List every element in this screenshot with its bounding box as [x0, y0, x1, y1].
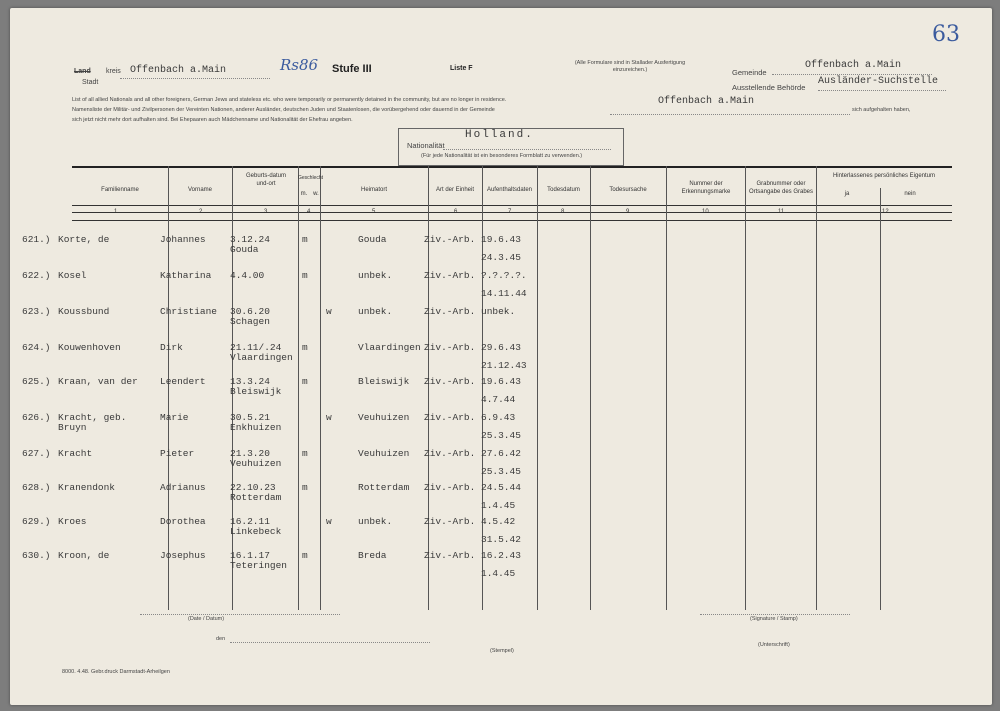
geschlecht-w: w: [326, 516, 332, 527]
signature-label: (Signature / Stamp): [750, 616, 798, 622]
nationality-note: (Für jede Nationalität ist ein besonderes Formblatt zu verwenden.): [421, 153, 583, 159]
aufenthalt-bis: 24.3.45: [481, 252, 521, 263]
nationality-label: Nationalität: [407, 141, 445, 150]
familienname: Kraan, van der: [58, 376, 138, 387]
printer-note: 8000. 4.48. Gebr.druck Darmstadt-Arheilgen: [62, 669, 170, 675]
geburtsdatum: 16.1.17: [230, 550, 270, 561]
geschlecht-w: w: [326, 412, 332, 423]
aufenthalt-von: ?.?.?.?.: [481, 270, 527, 281]
row-number: 627.): [22, 448, 51, 459]
geschlecht-m: m: [302, 448, 308, 459]
art-der-einheit: Ziv.-Arb.: [424, 448, 476, 459]
header-todesdatum: Todesdatum: [547, 187, 580, 193]
aufenthalt-von: 19.6.43: [481, 234, 521, 245]
table-row: [10, 482, 992, 518]
art-der-einheit: Ziv.-Arb.: [424, 482, 476, 493]
table-row: [10, 306, 992, 342]
geburtsdatum: 3.12.24: [230, 234, 270, 245]
den-label: den: [216, 636, 226, 642]
geburtsdatum: 4.4.00: [230, 270, 265, 281]
row-number: 626.): [22, 412, 51, 423]
colnum-12: 12: [882, 209, 889, 215]
colnum-9: 9: [626, 209, 630, 215]
aufenthalt-von: unbek.: [481, 306, 516, 317]
aufenthalt-bis: 31.5.42: [481, 534, 521, 545]
colnum-7: 7: [508, 209, 512, 215]
geburtsort: Teteringen: [230, 560, 288, 571]
colnum-2: 2: [199, 209, 203, 215]
familienname: Kouwenhoven: [58, 342, 121, 353]
row-number: 629.): [22, 516, 51, 527]
heimatort: Rotterdam: [358, 482, 410, 493]
aufenthalt-von: 27.6.42: [481, 448, 521, 459]
geburtsort: Linkebeck: [230, 526, 282, 537]
aufenthalt-von: 16.2.43: [481, 550, 521, 561]
vorname: Josephus: [160, 550, 206, 561]
geschlecht-m: m: [302, 234, 308, 245]
familienname: Kroon, de: [58, 550, 110, 561]
geburtsdatum: 13.3.24: [230, 376, 270, 387]
header-geburtsdatum: Geburts-datum und-ort: [245, 173, 287, 187]
familienname: Kranendonk: [58, 482, 116, 493]
kreis-label: kreis: [106, 68, 121, 75]
gemeinde-value: Offenbach a.Main: [805, 60, 902, 71]
vorname: Dirk: [160, 342, 183, 353]
geburtsort: Bleiswijk: [230, 386, 282, 397]
geschlecht-m: m: [302, 376, 308, 387]
geburtsdatum: 21.3.20: [230, 448, 270, 459]
liste-label: Liste F: [450, 65, 473, 72]
table-row: [10, 516, 992, 552]
geschlecht-m: m: [302, 342, 308, 353]
colnum-4: 4: [307, 209, 311, 215]
geburtsdatum: 21.11/.24: [230, 342, 282, 353]
nationality-box: [398, 128, 624, 166]
vorname: Johannes: [160, 234, 206, 245]
table-row: [10, 550, 992, 586]
instruction-english: List of all allied Nationals and all other foreigners, German Jews and stateless etc. who were temporarily or permanently detained in the community, but are no longer in residence.: [72, 97, 507, 103]
header-grabnummer: Grabnummer oder Ortsangabe des Grabes: [748, 181, 814, 195]
heimatort: Breda: [358, 550, 387, 561]
header-eigentum-nein: nein: [904, 191, 916, 197]
header-eigentum-ja: ja: [844, 191, 850, 197]
row-number: 623.): [22, 306, 51, 317]
stufe-title: Stufe III: [332, 63, 372, 75]
header-geschlecht: Geschlecht: [298, 175, 324, 181]
row-number: 621.): [22, 234, 51, 245]
header-erkennungsmarke: Nummer der Erkennungsmarke: [681, 181, 731, 195]
nationality-value: Holland.: [465, 129, 534, 141]
art-der-einheit: Ziv.-Arb.: [424, 234, 476, 245]
geburtsort: Schagen: [230, 316, 270, 327]
colnum-11: 11: [778, 209, 785, 215]
header-aufenthaltsdaten: Aufenthaltsdaten: [486, 187, 533, 193]
colnum-10: 10: [702, 209, 709, 215]
art-der-einheit: Ziv.-Arb.: [424, 376, 476, 387]
aufenthalt-von: 6.9.43: [481, 412, 516, 423]
header-art-der-einheit: Art der Einheit: [435, 187, 475, 193]
familienname: Kracht, geb.: [58, 412, 127, 423]
row-number: 622.): [22, 270, 51, 281]
table-row: [10, 412, 992, 448]
familienname: Korte, de: [58, 234, 110, 245]
colnum-6: 6: [454, 209, 458, 215]
aufenthalt-von: 4.5.42: [481, 516, 516, 527]
kreis-value: Offenbach a.Main: [130, 65, 227, 76]
instruction-german: Namensliste der Militär- und Zivilpersonen der Vereinten Nationen, anderer Ausländer, deutschen Juden und Staatenlosen, die vorübergehend oder dauernd in der Gemeinde: [72, 107, 495, 113]
heimatort: unbek.: [358, 516, 393, 527]
aufenthalt-bis: 14.11.44: [481, 288, 527, 299]
header-geschlecht-w: w.: [313, 191, 319, 197]
gemeinde-label: Gemeinde: [732, 68, 767, 77]
heimatort: unbek.: [358, 306, 393, 317]
colnum-1: 1: [114, 209, 118, 215]
art-der-einheit: Ziv.-Arb.: [424, 550, 476, 561]
geburtsort: Enkhuizen: [230, 422, 282, 433]
header-todesursache: Todesursache: [609, 187, 647, 193]
heimatort: Vlaardingen: [358, 342, 421, 353]
art-der-einheit: Ziv.-Arb.: [424, 516, 476, 527]
header-familienname: Familienname: [101, 187, 139, 193]
aufenthalt-von: 24.5.44: [481, 482, 521, 493]
row-number: 625.): [22, 376, 51, 387]
aufenthalt-von: 29.6.43: [481, 342, 521, 353]
aufenthalt-bis: 25.3.45: [481, 466, 521, 477]
geschlecht-m: m: [302, 270, 308, 281]
heimatort: Veuhuizen: [358, 412, 410, 423]
art-der-einheit: Ziv.-Arb.: [424, 412, 476, 423]
header-vorname: Vorname: [187, 187, 212, 193]
ort-value: Offenbach a.Main: [658, 96, 755, 107]
heimatort: unbek.: [358, 270, 393, 281]
vorname: Leendert: [160, 376, 206, 387]
aufenthalt-bis: 21.12.43: [481, 360, 527, 371]
behoerde-value: Ausländer-Suchstelle: [818, 76, 939, 87]
geburtsdatum: 30.5.21: [230, 412, 270, 423]
table-row: [10, 234, 992, 270]
colnum-3: 3: [264, 209, 268, 215]
heimatort: Gouda: [358, 234, 387, 245]
geschlecht-m: m: [302, 550, 308, 561]
geburtsdatum: 22.10.23: [230, 482, 276, 493]
geburtsort: Veuhuizen: [230, 458, 282, 469]
aufenthalt-bis: 1.4.45: [481, 568, 516, 579]
geburtsort: Rotterdam: [230, 492, 282, 503]
colnum-5: 5: [372, 209, 376, 215]
row-number: 624.): [22, 342, 51, 353]
vorname: Marie: [160, 412, 189, 423]
row-number: 628.): [22, 482, 51, 493]
handwritten-mark: Rs86: [280, 56, 319, 74]
familienname-2: Bruyn: [58, 422, 87, 433]
familienname: Kracht: [58, 448, 93, 459]
vorname: Dorothea: [160, 516, 206, 527]
date-label: (Date / Datum): [188, 616, 225, 622]
geburtsort: Vlaardingen: [230, 352, 293, 363]
instruction-german-2: sich aufgehalten haben,: [852, 107, 911, 113]
art-der-einheit: Ziv.-Arb.: [424, 306, 476, 317]
instruction-german-3: sich jetzt nicht mehr dort aufhalten sind. Bei Ehepaaren auch Mädchenname und Nationalität der Ehefrau angeben.: [72, 117, 353, 123]
aufenthalt-von: 19.6.43: [481, 376, 521, 387]
art-der-einheit: Ziv.-Arb.: [424, 270, 476, 281]
vorname: Pieter: [160, 448, 195, 459]
geburtsort: Gouda: [230, 244, 259, 255]
table-row: [10, 270, 992, 306]
unterschrift-label: (Unterschrift): [758, 642, 790, 648]
stempel-label: (Stempel): [490, 648, 514, 654]
header-heimatort: Heimatort: [360, 187, 387, 193]
row-number: 630.): [22, 550, 51, 561]
behoerde-label: Ausstellende Behörde: [732, 83, 806, 92]
aufenthalt-bis: 25.3.45: [481, 430, 521, 441]
heimatort: Veuhuizen: [358, 448, 410, 459]
table-row: [10, 342, 992, 378]
colnum-8: 8: [561, 209, 565, 215]
vorname: Katharina: [160, 270, 212, 281]
table-row: [10, 448, 992, 484]
header-eigentum: Hinterlassenes persönliches Eigentum: [832, 173, 936, 179]
land-label-struck: Land: [74, 68, 91, 75]
aufenthalt-bis: 1.4.45: [481, 500, 516, 511]
vorname: Adrianus: [160, 482, 206, 493]
vorname: Christiane: [160, 306, 218, 317]
document-page: [10, 8, 992, 705]
formulare-note: (Alle Formulare sind in Stallader Ausfertigung einzureichen.): [574, 60, 686, 73]
header-geschlecht-m: m.: [300, 191, 308, 197]
aufenthalt-bis: 4.7.44: [481, 394, 516, 405]
geburtsdatum: 30.6.20: [230, 306, 270, 317]
art-der-einheit: Ziv.-Arb.: [424, 342, 476, 353]
familienname: Koussbund: [58, 306, 110, 317]
page-number-handwritten: 63: [932, 22, 960, 47]
table-row: [10, 376, 992, 412]
familienname: Kosel: [58, 270, 87, 281]
familienname: Kroes: [58, 516, 87, 527]
stadt-label: Stadt: [82, 79, 99, 86]
geschlecht-m: m: [302, 482, 308, 493]
geschlecht-w: w: [326, 306, 332, 317]
geburtsdatum: 16.2.11: [230, 516, 270, 527]
heimatort: Bleiswijk: [358, 376, 410, 387]
